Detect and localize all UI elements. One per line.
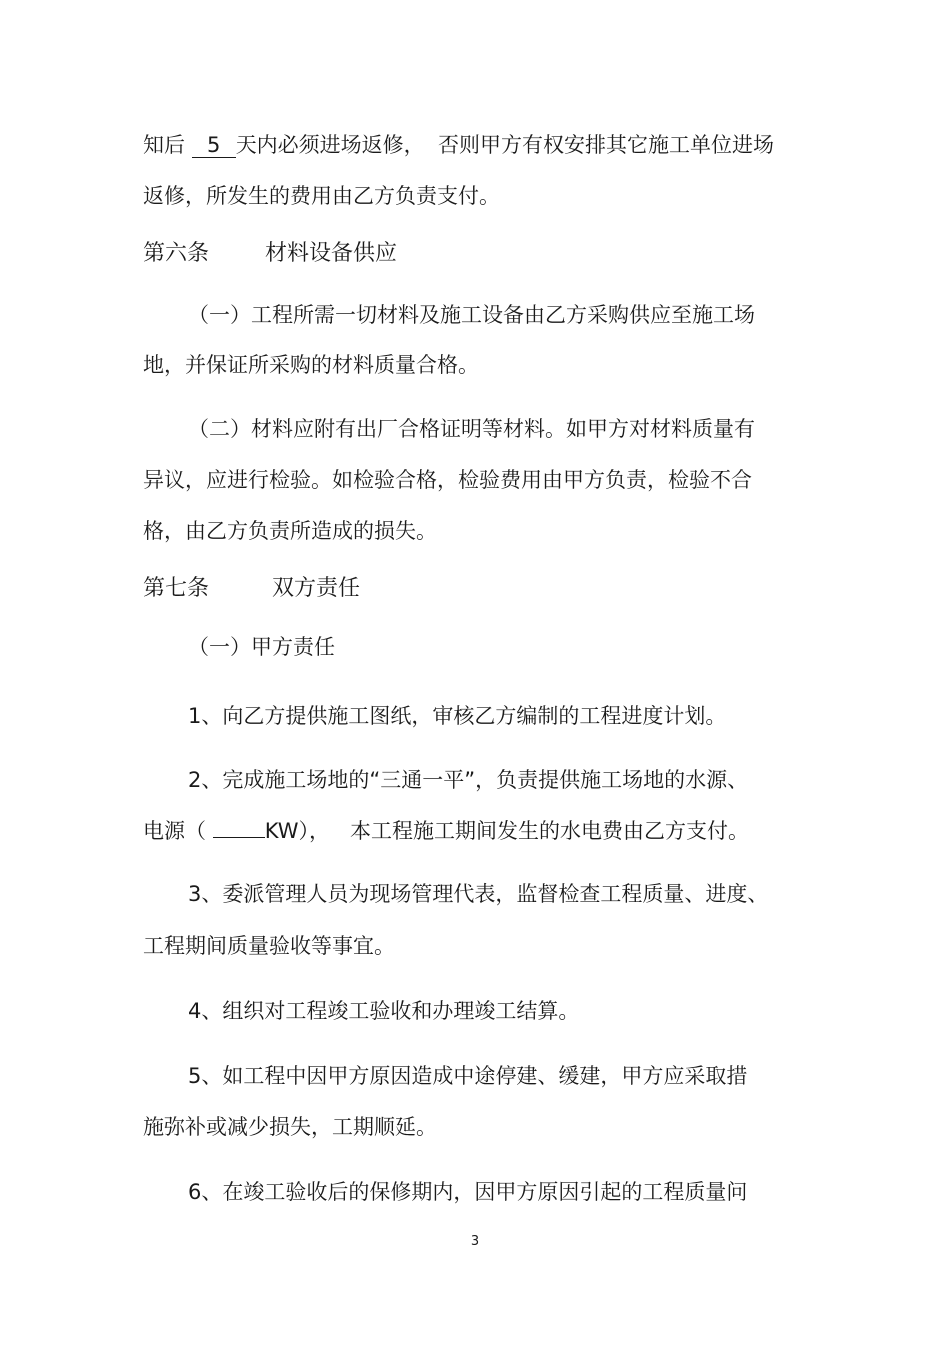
paragraph-line: 施弥补或减少损失，工期顺延。 <box>143 1115 437 1139</box>
text-segment: KW）， 本工程施工期间发生的水电费由乙方支付。 <box>264 819 749 843</box>
article-heading-6: 第六条 材料设备供应 <box>143 241 397 266</box>
list-item: 1、向乙方提供施工图纸，审核乙方编制的工程进度计划。 <box>188 704 727 728</box>
paragraph-line: 返修，所发生的费用由乙方负责支付。 <box>143 184 500 208</box>
page-number: 3 <box>470 1234 480 1249</box>
fill-blank-kw <box>213 837 265 838</box>
paragraph-line: 工程期间质量验收等事宜。 <box>143 934 395 958</box>
list-item: 3、委派管理人员为现场管理代表，监督检查工程质量、进度、 <box>188 882 769 906</box>
fill-blank-days: 5 <box>192 133 236 158</box>
list-item: 6、在竣工验收后的保修期内，因甲方原因引起的工程质量问 <box>188 1180 748 1204</box>
list-item: 5、如工程中因甲方原因造成中途停建、缓建，甲方应采取措 <box>188 1064 748 1088</box>
paragraph-line <box>143 131 774 159</box>
paragraph-line: 异议，应进行检验。如检验合格，检验费用由甲方负责，检验不合 <box>143 468 752 492</box>
list-item: 4、组织对工程竣工验收和办理竣工结算。 <box>188 999 580 1023</box>
paragraph-line: （一）工程所需一切材料及施工设备由乙方采购供应至施工场 <box>188 303 755 327</box>
text-segment: 电源（ <box>143 819 213 843</box>
paragraph-line: 地，并保证所采购的材料质量合格。 <box>143 353 479 377</box>
text-segment: 知后 <box>143 133 192 157</box>
text-segment: 天内必须进场返修， 否则甲方有权安排其它施工单位进场 <box>235 133 775 157</box>
paragraph-line: （一）甲方责任 <box>188 635 335 659</box>
list-item: 2、完成施工场地的“三通一平”，负责提供施工场地的水源、 <box>188 768 749 792</box>
article-heading-7: 第七条 双方责任 <box>143 576 360 601</box>
paragraph-line <box>143 817 749 845</box>
paragraph-line: （二）材料应附有出厂合格证明等材料。如甲方对材料质量有 <box>188 417 755 441</box>
paragraph-line: 格，由乙方负责所造成的损失。 <box>143 519 437 543</box>
